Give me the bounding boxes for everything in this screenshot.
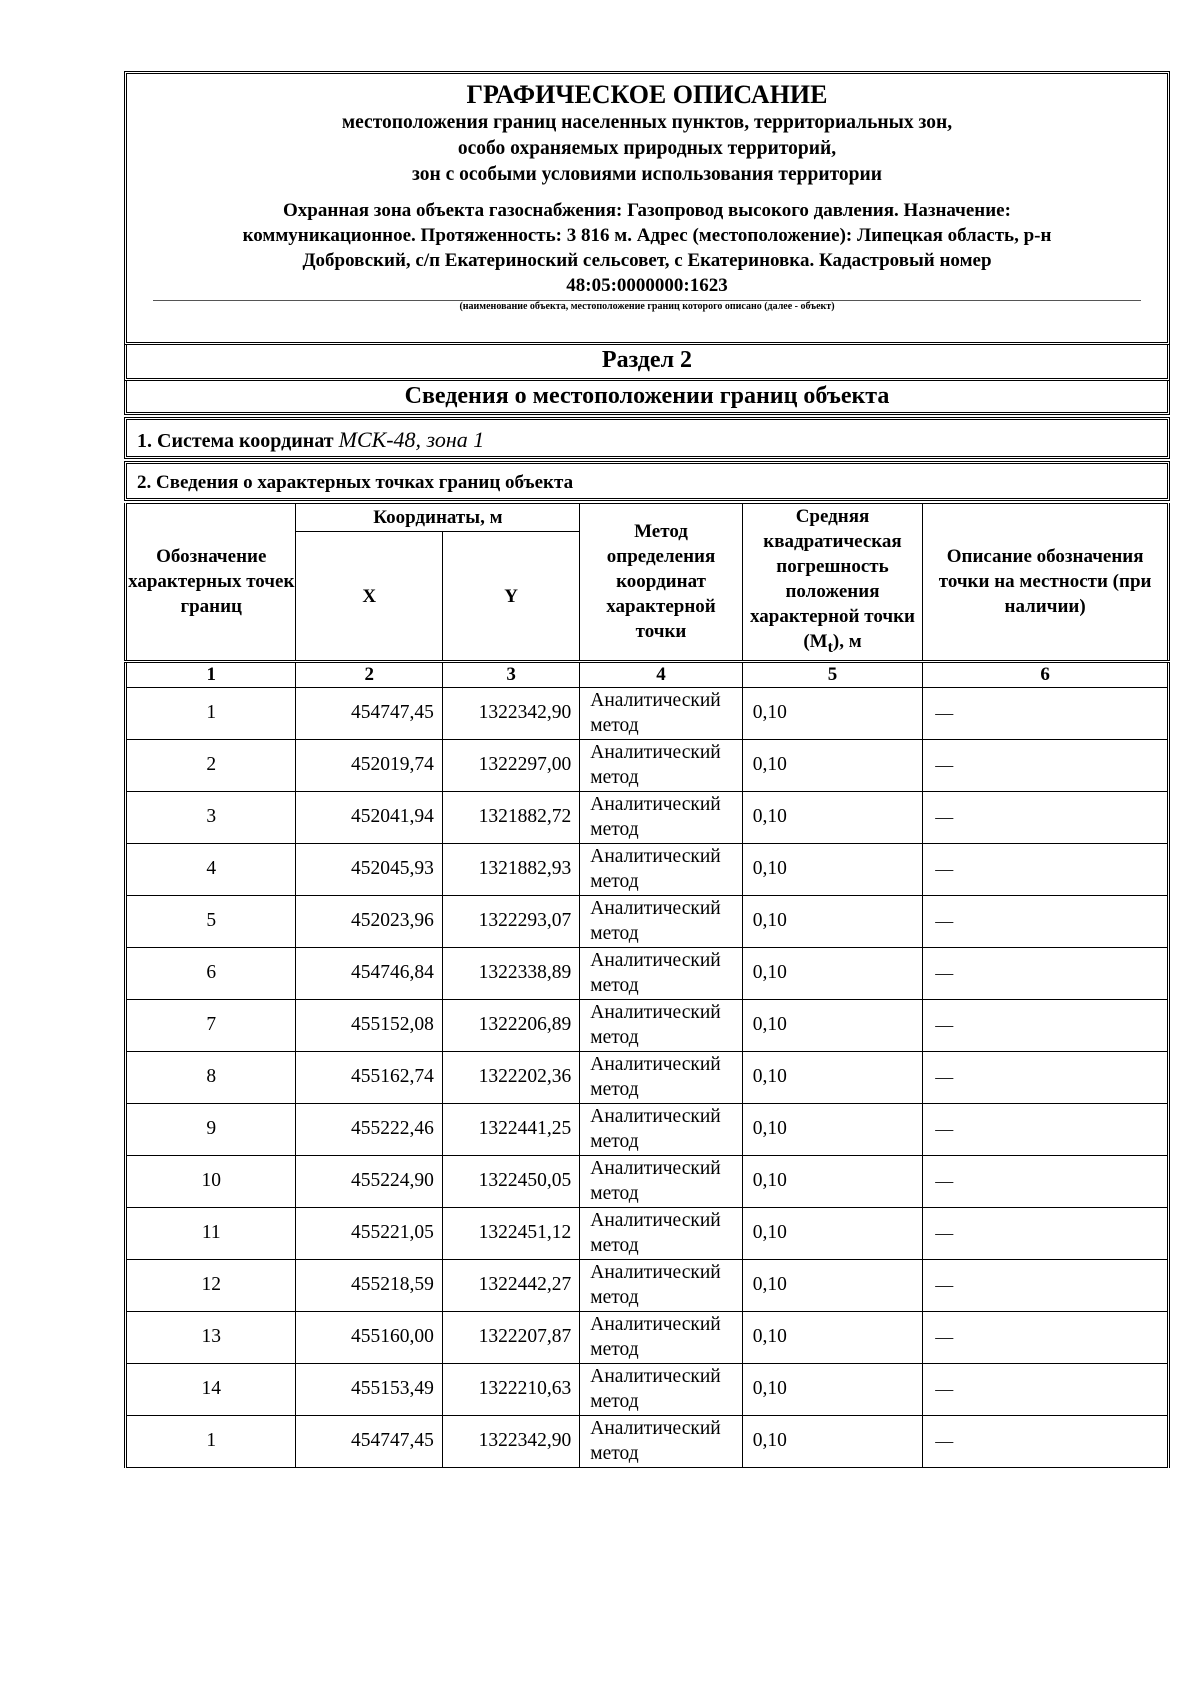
error-value: 0,10 bbox=[742, 791, 923, 843]
subtitle-line: особо охраняемых природных территорий, bbox=[457, 138, 837, 159]
method bbox=[580, 739, 742, 791]
table-row bbox=[126, 843, 1169, 895]
document-title: ГРАФИЧЕСКОЕ ОПИСАНИЕ bbox=[466, 80, 828, 109]
column-number: 3 bbox=[442, 661, 579, 687]
point-number: 2 bbox=[126, 739, 296, 791]
error-value: 0,10 bbox=[742, 947, 923, 999]
point-description: — bbox=[923, 1103, 1169, 1155]
table-row bbox=[126, 1259, 1169, 1311]
column-number: 2 bbox=[296, 661, 442, 687]
point-number: 4 bbox=[126, 843, 296, 895]
point-description: — bbox=[923, 1155, 1169, 1207]
header-coordinates: Координаты, м bbox=[296, 504, 580, 532]
table-row bbox=[126, 739, 1169, 791]
method bbox=[580, 947, 742, 999]
error-value: 0,10 bbox=[742, 895, 923, 947]
point-number: 12 bbox=[126, 1259, 296, 1311]
method-line: Аналитический bbox=[590, 1418, 721, 1440]
point-number: 13 bbox=[126, 1311, 296, 1363]
method bbox=[580, 687, 742, 739]
document-header bbox=[124, 71, 1170, 345]
error-value: 0,10 bbox=[742, 1363, 923, 1415]
error-value: 0,10 bbox=[742, 843, 923, 895]
column-number: 4 bbox=[580, 661, 742, 687]
method-line: метод bbox=[590, 975, 639, 997]
method bbox=[580, 1051, 742, 1103]
coordinate-y: 1322342,90 bbox=[442, 687, 579, 739]
method-line: метод bbox=[590, 1391, 639, 1413]
point-description: — bbox=[923, 687, 1169, 739]
point-number: 9 bbox=[126, 1103, 296, 1155]
section-number: Раздел 2 bbox=[124, 345, 1170, 381]
point-description: — bbox=[923, 1415, 1169, 1467]
error-value: 0,10 bbox=[742, 1311, 923, 1363]
coordinate-system-label: 1. Система координат bbox=[137, 430, 334, 452]
method-line: Аналитический bbox=[590, 846, 721, 868]
method-line: Аналитический bbox=[590, 1054, 721, 1076]
method bbox=[580, 1207, 742, 1259]
coordinate-x: 455222,46 bbox=[296, 1103, 442, 1155]
point-number: 7 bbox=[126, 999, 296, 1051]
error-value: 0,10 bbox=[742, 1415, 923, 1467]
point-number: 1 bbox=[126, 687, 296, 739]
method bbox=[580, 843, 742, 895]
object-line: 48:05:0000000:1623 bbox=[566, 275, 728, 296]
table-row bbox=[126, 1363, 1169, 1415]
coordinate-system-value: МСК-48, зона 1 bbox=[338, 427, 485, 452]
point-number: 11 bbox=[126, 1207, 296, 1259]
coordinate-x: 455224,90 bbox=[296, 1155, 442, 1207]
coordinate-x: 454747,45 bbox=[296, 687, 442, 739]
method-line: Аналитический bbox=[590, 1158, 721, 1180]
method-line: метод bbox=[590, 1027, 639, 1049]
coordinate-x: 455153,49 bbox=[296, 1363, 442, 1415]
point-description: — bbox=[923, 739, 1169, 791]
method-line: метод bbox=[590, 923, 639, 945]
method-line: Аналитический bbox=[590, 794, 721, 816]
point-description: — bbox=[923, 999, 1169, 1051]
table-row bbox=[126, 1311, 1169, 1363]
object-line: Охранная зона объекта газоснабжения: Газопровод высокого давления. Назначение: bbox=[283, 200, 1011, 221]
object-line: Добровский, с/п Екатериноский сельсовет, с Екатериновка. Кадастровый номер bbox=[302, 250, 992, 271]
coordinate-x: 455160,00 bbox=[296, 1311, 442, 1363]
error-value: 0,10 bbox=[742, 1155, 923, 1207]
table-row bbox=[126, 1051, 1169, 1103]
coordinate-x: 452023,96 bbox=[296, 895, 442, 947]
coordinate-y: 1321882,93 bbox=[442, 843, 579, 895]
point-description: — bbox=[923, 1207, 1169, 1259]
method-line: Аналитический bbox=[590, 950, 721, 972]
method bbox=[580, 791, 742, 843]
method-line: метод bbox=[590, 1443, 639, 1465]
table-row bbox=[126, 791, 1169, 843]
error-value: 0,10 bbox=[742, 687, 923, 739]
header-error bbox=[742, 504, 923, 662]
method-line: метод bbox=[590, 715, 639, 737]
subtitle-line: зон с особыми условиями использования территории bbox=[412, 164, 882, 185]
header-error-unit: ), м bbox=[832, 631, 862, 652]
header-error-subscript: t bbox=[827, 638, 833, 656]
method bbox=[580, 895, 742, 947]
subtitle-line: местоположения границ населенных пунктов, территориальных зон, bbox=[341, 112, 953, 133]
points-table bbox=[124, 503, 1170, 1468]
method-line: Аналитический bbox=[590, 1262, 721, 1284]
point-description: — bbox=[923, 947, 1169, 999]
column-number: 1 bbox=[126, 661, 296, 687]
error-value: 0,10 bbox=[742, 1207, 923, 1259]
table-row bbox=[126, 1415, 1169, 1467]
coordinate-y: 1321882,72 bbox=[442, 791, 579, 843]
method-line: метод bbox=[590, 1079, 639, 1101]
coordinate-x: 455162,74 bbox=[296, 1051, 442, 1103]
method-line: Аналитический bbox=[590, 1366, 721, 1388]
point-number: 8 bbox=[126, 1051, 296, 1103]
method bbox=[580, 1415, 742, 1467]
point-description: — bbox=[923, 1259, 1169, 1311]
point-description: — bbox=[923, 843, 1169, 895]
table-row bbox=[126, 687, 1169, 739]
coordinate-y: 1322441,25 bbox=[442, 1103, 579, 1155]
coordinate-y: 1322207,87 bbox=[442, 1311, 579, 1363]
coordinate-y: 1322342,90 bbox=[442, 1415, 579, 1467]
point-description: — bbox=[923, 1311, 1169, 1363]
method-line: метод bbox=[590, 1235, 639, 1257]
method-line: метод bbox=[590, 1287, 639, 1309]
method bbox=[580, 1155, 742, 1207]
method-line: метод bbox=[590, 1131, 639, 1153]
coordinate-y: 1322442,27 bbox=[442, 1259, 579, 1311]
object-line: коммуникационное. Протяженность: 3 816 м. Адрес (местоположение): Липецкая область, р-н bbox=[242, 225, 1052, 246]
coordinate-y: 1322450,05 bbox=[442, 1155, 579, 1207]
point-number: 5 bbox=[126, 895, 296, 947]
coordinate-y: 1322293,07 bbox=[442, 895, 579, 947]
error-value: 0,10 bbox=[742, 1051, 923, 1103]
object-description bbox=[127, 198, 1167, 298]
table-row bbox=[126, 1207, 1169, 1259]
method-line: Аналитический bbox=[590, 690, 721, 712]
table-row bbox=[126, 999, 1169, 1051]
header-description: Описание обозначения точки на местности (при наличии) bbox=[923, 504, 1169, 662]
point-number: 10 bbox=[126, 1155, 296, 1207]
coordinate-y: 1322297,00 bbox=[442, 739, 579, 791]
coordinate-x: 455218,59 bbox=[296, 1259, 442, 1311]
header-designation: Обозначение характерных точек границ bbox=[126, 504, 296, 662]
header-x: X bbox=[296, 532, 442, 662]
point-description: — bbox=[923, 1363, 1169, 1415]
section-title: Сведения о местоположении границ объекта bbox=[124, 381, 1170, 415]
coordinate-system bbox=[124, 417, 1170, 459]
error-value: 0,10 bbox=[742, 1103, 923, 1155]
coordinate-y: 1322210,63 bbox=[442, 1363, 579, 1415]
method bbox=[580, 1363, 742, 1415]
point-number: 3 bbox=[126, 791, 296, 843]
column-number-row bbox=[126, 661, 1169, 687]
table-row bbox=[126, 947, 1169, 999]
method-line: метод bbox=[590, 819, 639, 841]
error-value: 0,10 bbox=[742, 1259, 923, 1311]
point-number: 14 bbox=[126, 1363, 296, 1415]
point-number: 6 bbox=[126, 947, 296, 999]
point-description: — bbox=[923, 895, 1169, 947]
coordinate-x: 452041,94 bbox=[296, 791, 442, 843]
coordinate-x: 455221,05 bbox=[296, 1207, 442, 1259]
coordinate-y: 1322206,89 bbox=[442, 999, 579, 1051]
method-line: метод bbox=[590, 1183, 639, 1205]
error-value: 0,10 bbox=[742, 739, 923, 791]
coordinate-x: 455152,08 bbox=[296, 999, 442, 1051]
method-line: Аналитический bbox=[590, 1314, 721, 1336]
method bbox=[580, 1259, 742, 1311]
coordinate-x: 452019,74 bbox=[296, 739, 442, 791]
header-error-text: Средняя квадратическая погрешность положения характерной точки (M bbox=[750, 506, 915, 652]
table-row bbox=[126, 1103, 1169, 1155]
coordinate-x: 452045,93 bbox=[296, 843, 442, 895]
coordinate-y: 1322451,12 bbox=[442, 1207, 579, 1259]
coordinate-x: 454747,45 bbox=[296, 1415, 442, 1467]
method bbox=[580, 1103, 742, 1155]
point-description: — bbox=[923, 1051, 1169, 1103]
method-line: Аналитический bbox=[590, 1002, 721, 1024]
method-line: Аналитический bbox=[590, 742, 721, 764]
document-page bbox=[124, 71, 1170, 1468]
method-line: Аналитический bbox=[590, 1210, 721, 1232]
table-row bbox=[126, 895, 1169, 947]
object-caption: (наименование объекта, местоположение границ которого описано (далее - объект) bbox=[459, 301, 835, 312]
method-line: Аналитический bbox=[590, 898, 721, 920]
column-number: 6 bbox=[923, 661, 1169, 687]
method bbox=[580, 999, 742, 1051]
point-number: 1 bbox=[126, 1415, 296, 1467]
column-number: 5 bbox=[742, 661, 923, 687]
method bbox=[580, 1311, 742, 1363]
header-y: Y bbox=[442, 532, 579, 662]
points-section-title: 2. Сведения о характерных точках границ объекта bbox=[124, 461, 1170, 501]
coordinate-x: 454746,84 bbox=[296, 947, 442, 999]
coordinate-y: 1322202,36 bbox=[442, 1051, 579, 1103]
coordinate-y: 1322338,89 bbox=[442, 947, 579, 999]
method-line: метод bbox=[590, 1339, 639, 1361]
method-line: метод bbox=[590, 871, 639, 893]
method-line: метод bbox=[590, 767, 639, 789]
point-description: — bbox=[923, 791, 1169, 843]
header-method: Метод определения координат характерной точки bbox=[580, 504, 742, 662]
table-row bbox=[126, 1155, 1169, 1207]
error-value: 0,10 bbox=[742, 999, 923, 1051]
method-line: Аналитический bbox=[590, 1106, 721, 1128]
